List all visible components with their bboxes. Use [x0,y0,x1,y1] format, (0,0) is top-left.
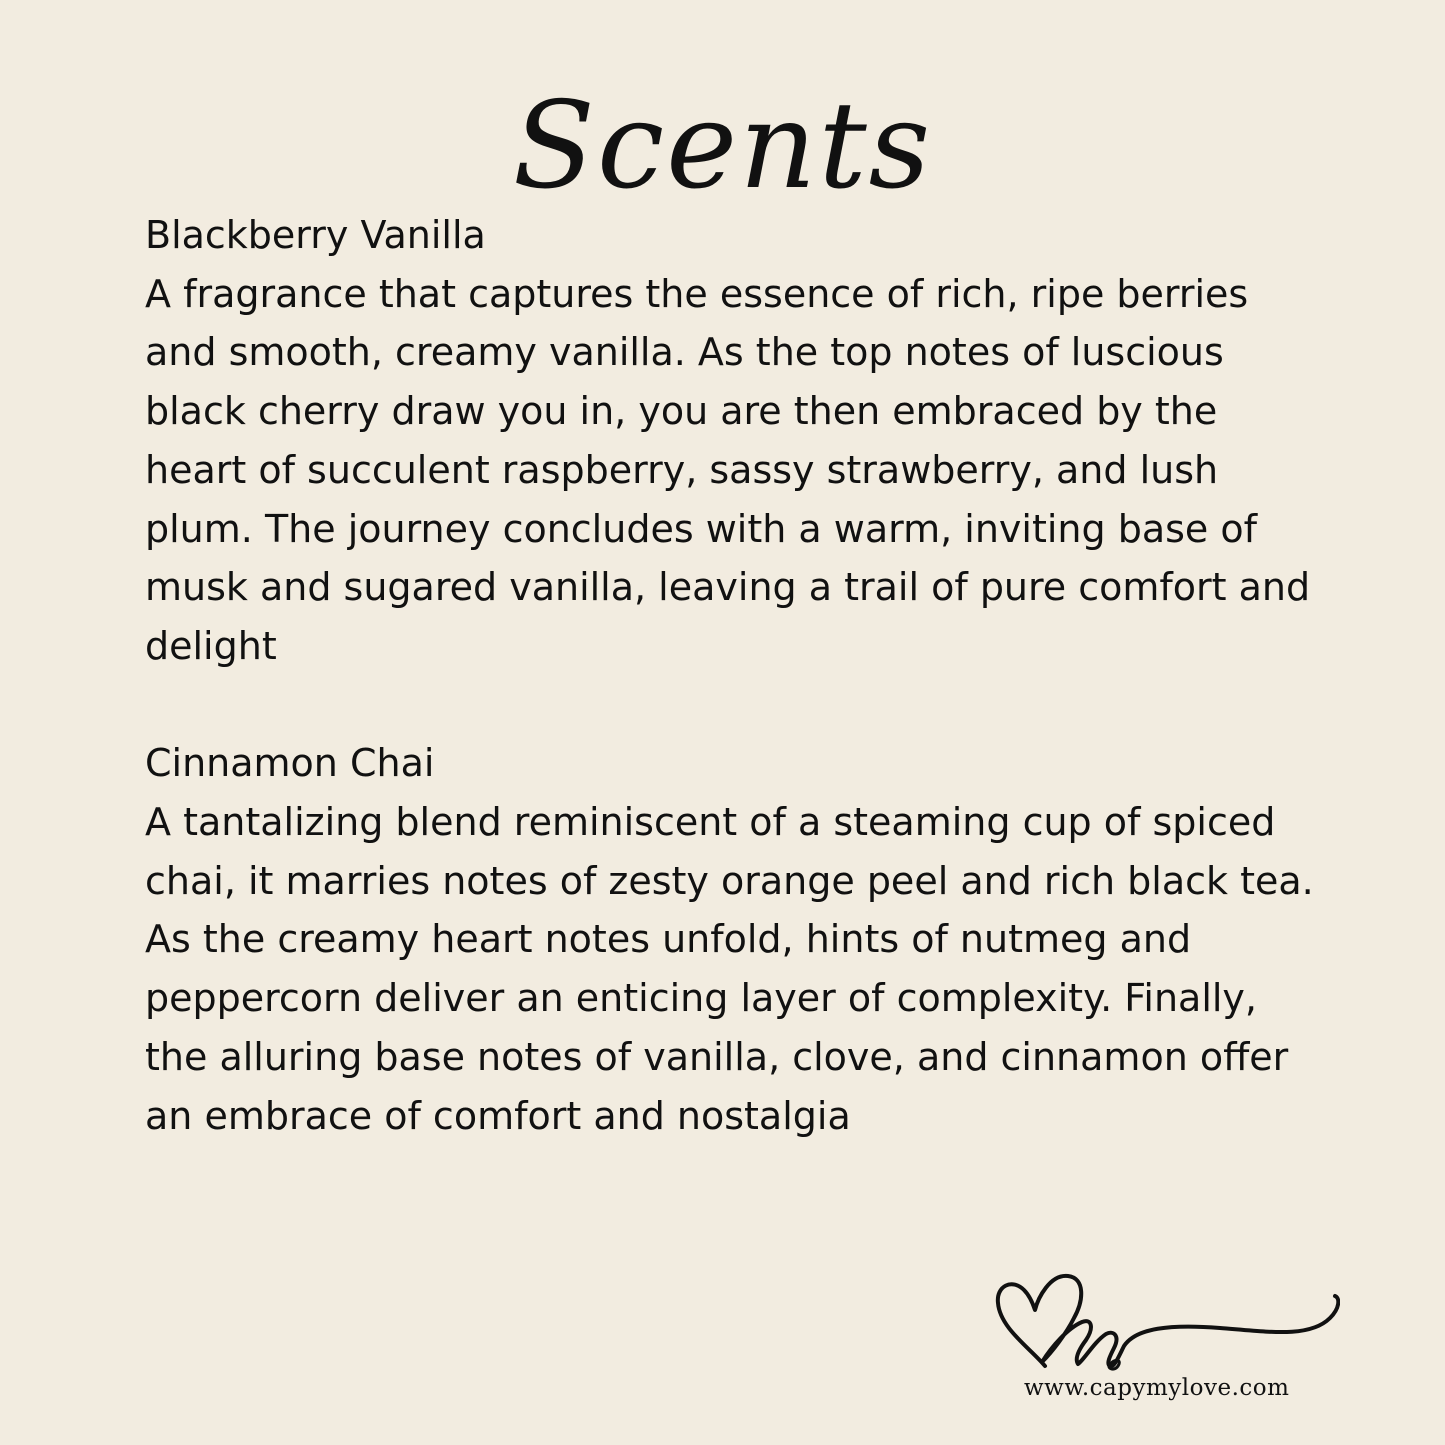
website-link[interactable]: www.capymylove.com [1024,1375,1290,1401]
page-title: Scents [512,77,933,216]
scent-entry-cinnamon-chai [145,734,1325,1145]
scent-name: Cinnamon Chai [145,741,435,786]
heart-signature-icon [990,1268,1340,1388]
scent-entry-blackberry-vanilla [145,206,1325,676]
scent-description: A tantalizing blend reminiscent of a steaming cup of spiced chai, it marries notes of zesty orange peel and rich black tea. As the creamy heart notes unfold, hints of nutmeg and peppercorn deliver an enticing layer of complexity. Finally, the alluring base notes of vanilla, clove, and cinnamon offer an embrace of comfort and nostalgia [145,800,1314,1138]
scent-name: Blackberry Vanilla [145,213,486,257]
scents-list [145,206,1325,1145]
scent-description: A fragrance that captures the essence of rich, ripe berries and smooth, creamy vanilla. As the top notes of luscious black cherry draw you in, you are then embraced by the heart of succulent raspberry, sassy strawberry, and lush plum. The journey concludes with a warm, inviting base of musk and sugared vanilla, leaving a trail of pure comfort and delight [145,271,1311,668]
